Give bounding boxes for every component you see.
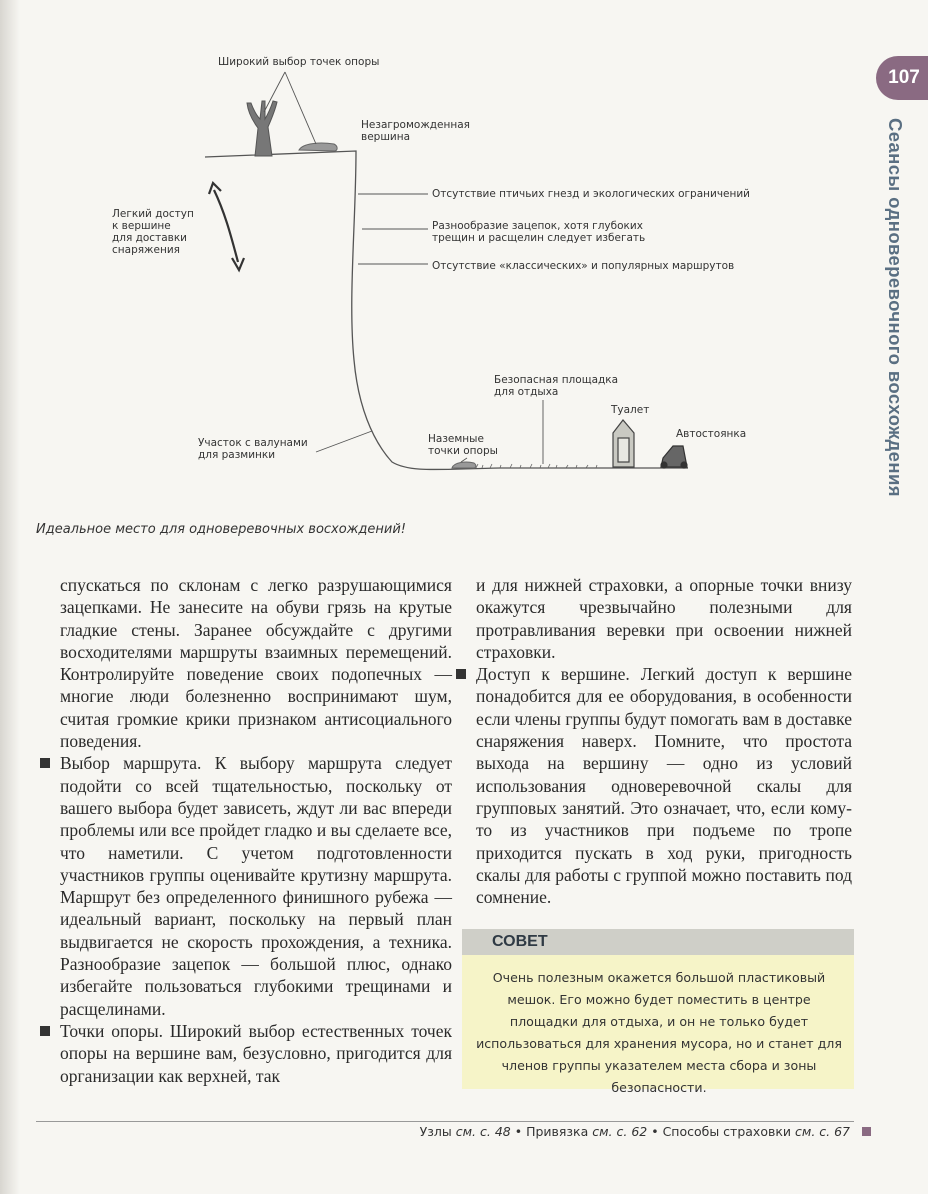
footer-cross-references (420, 1124, 850, 1139)
label-clear-top: Незагроможденная вершина (361, 119, 470, 143)
bullet-route-choice: Выбор маршрута. К выбору маршрута следует подойти со всей тщательностью, поскольку от вашего выбора будет зависеть, ждут ли вас впереди проблемы или все пройдет гладко и вы сделаете все, что наметили. С учетом подготовленности участников группы оценивайте крутизну маршрута. Маршрут без определенного финишного рубежа — идеальный вариант, поскольку на первый план выдвигается не скорость прохождения, а техника. Разнообразие зацепок — большой плюс, однако избегайте пользоваться глубокими трещинами и расщелинами. (60, 753, 452, 1019)
toilet-icon (613, 420, 634, 467)
footer-separator: • (510, 1124, 527, 1139)
footer-ref-harness[interactable]: Привязка (526, 1124, 589, 1139)
figure-caption: Идеальное место для одноверевочных восхождений! (36, 522, 406, 537)
page-number: 107 (876, 56, 928, 100)
ground-rock-icon (452, 462, 476, 468)
label-no-classic: Отсутствие «классических» и популярных маршрутов (432, 260, 735, 272)
footer-ref-belay[interactable]: Способы страховки (662, 1124, 792, 1139)
label-easy-access: Легкий доступ к вершине для доставки снаряжения (112, 208, 194, 256)
tip-box (462, 929, 854, 1095)
text-column-left (60, 574, 452, 1087)
text-column-right (476, 574, 852, 908)
access-arrow-icon (209, 183, 244, 270)
label-boulders: Участок с валунами для разминки (198, 437, 308, 461)
tip-text: Очень полезным окажется большой пластиковый мешок. Его можно будет поместить в центре площадки для отдыха, и он не только будет использоваться для хранения мусора, но и станет для членов группы указателем места сбора и зоны безопасности. (476, 970, 842, 1095)
tip-heading: СОВЕТ (462, 929, 854, 955)
paragraph: и для нижней страховки, а опорные точки внизу окажутся чрезвычайно полезными для протравливания веревки при освоении нижней страховки. (476, 575, 852, 662)
label-holds-variety: Разнообразие зацепок, хотя глубоких трещин и расщелин следует избегать (432, 220, 646, 244)
footer-ref-belay-page: см. с. 67 (795, 1124, 850, 1139)
chapter-side-title: Сеансы одноверевочного восхождения (885, 118, 906, 497)
footer-ref-harness-page: см. с. 62 (592, 1124, 648, 1139)
footer-separator: • (647, 1124, 663, 1139)
footer-ref-knots-page: см. с. 48 (455, 1124, 511, 1139)
label-toilet: Туалет (611, 404, 650, 416)
bullet-anchor-points: Точки опоры. Широкий выбор естественных точек опоры на вершине вам, безусловно, пригодится для организации как верхней, так (60, 1020, 452, 1086)
car-icon (661, 446, 687, 468)
bullet-summit-access: Доступ к вершине. Легкий доступ к вершине понадобится для ее оборудования, в особенности если члены группы будут помогать вам в доставке снаряжения наверх. Помните, что простота выхода на вершину — одно из условий использования одноверевочной скалы для групповых занятий. Это означает, что, если кому-то из участников при подъеме по тропе приходится пускать в ход руки, пригодность скалы для работы с группой можно поставить под сомнение. (476, 664, 852, 908)
label-parking: Автостоянка (676, 428, 747, 440)
tree-icon (247, 101, 277, 156)
footer-square-icon (862, 1127, 871, 1136)
footer-divider (36, 1121, 854, 1122)
label-safe-area: Безопасная площадка для отдыха (494, 374, 619, 398)
summit-rock-icon (299, 143, 337, 151)
footer-ref-knots[interactable]: Узлы (419, 1124, 452, 1139)
label-anchors-choice: Широкий выбор точек опоры (218, 56, 380, 68)
paragraph: спускаться по склонам с легко разрушающимися зацепками. Не занесите на обуви грязь на крутые гладкие стены. Заранее обсуждайте с другими восходителями маршруты взаимных перемещений. Контролируйте поведение своих подопечных — многие люди болезненно воспринимают шум, считая громкие крики признаком антисоциального поведения. (60, 575, 452, 752)
label-no-nests: Отсутствие птичьих гнезд и экологических ограничений (432, 188, 751, 200)
label-ground-anchors: Наземные точки опоры (428, 433, 498, 457)
